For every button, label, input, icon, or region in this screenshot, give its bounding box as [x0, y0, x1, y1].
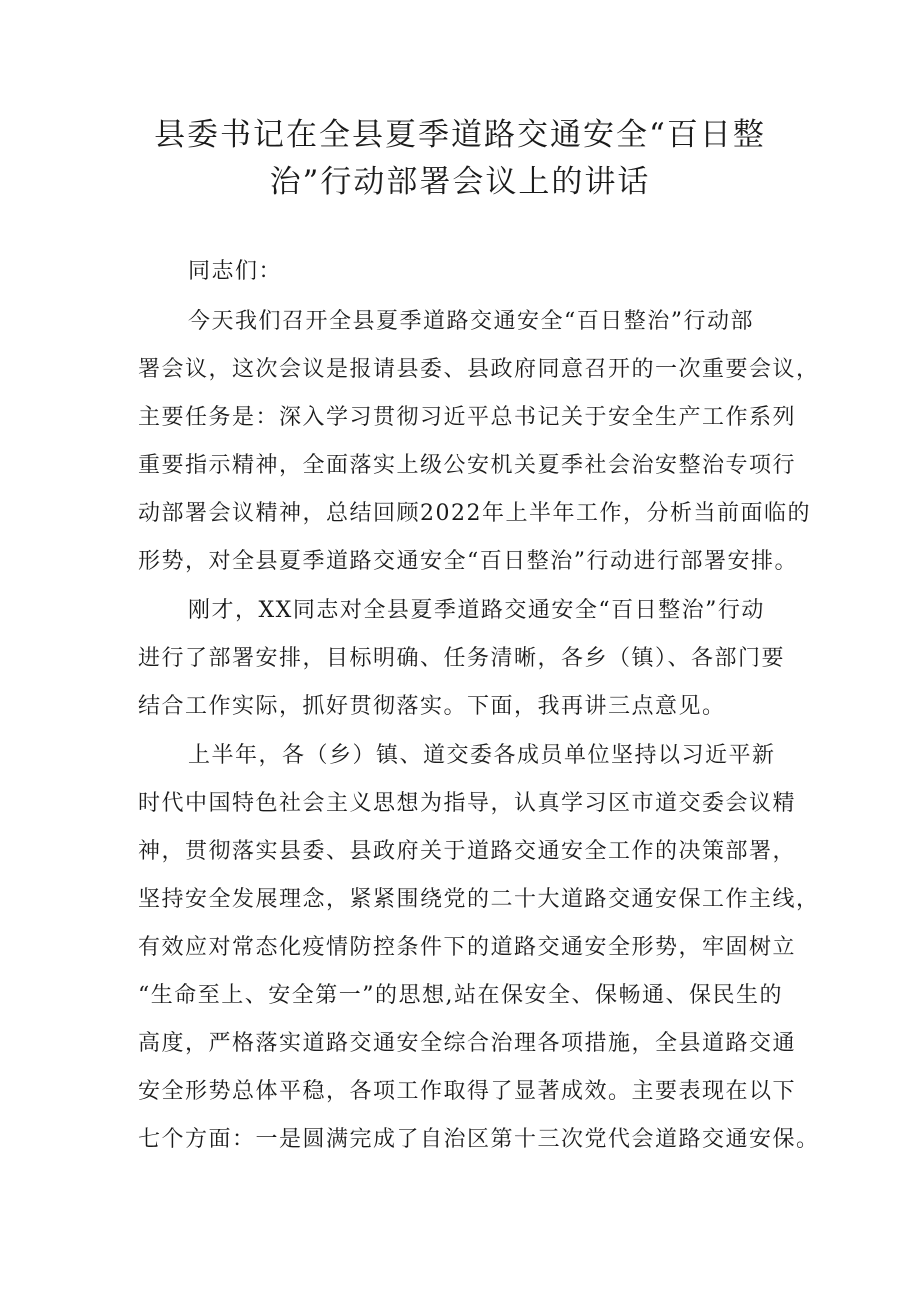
paragraph-3-line-1: 上半年，各（乡）镇、道交委各成员单位坚持以习近平新: [188, 743, 776, 768]
paragraph-1-line-1: 今天我们召开全县夏季道路交通安全“百日整治”行动部: [188, 309, 754, 334]
paragraph-3-line-2: 时代中国特色社会主义思想为指导，认真学习区市道交委会议精: [138, 791, 797, 816]
paragraph-1-line-5: 动部署会议精神，总结回顾2022年上半年工作，分析当前面临的: [138, 501, 811, 526]
paragraph-3-line-6: “生命至上、安全第一”的思想,站在保安全、保畅通、保民生的: [138, 983, 783, 1008]
paragraph-3-line-7: 高度，严格落实道路交通安全综合治理各项措施，全县道路交通: [138, 1031, 797, 1056]
paragraph-1-line-3: 主要任务是：深入学习贯彻习近平总书记关于安全生产工作系列: [138, 405, 797, 430]
paragraph-2-line-2: 进行了部署安排，目标明确、任务清晰，各乡（镇）、各部门要: [138, 646, 786, 671]
paragraph-3-line-8: 安全形势总体平稳，各项工作取得了显著成效。主要表现在以下: [138, 1079, 797, 1104]
paragraph-1-line-4: 重要指示精神，全面落实上级公安机关夏季社会治安整治专项行: [138, 453, 797, 478]
paragraph-2-line-1: 刚才，XX同志对全县夏季道路交通安全“百日整治”行动: [188, 598, 765, 623]
paragraph-1-line-6: 形势，对全县夏季道路交通安全“百日整治”行动进行部署安排。: [138, 549, 798, 574]
document-title-line-2: 治”行动部署会议上的讲话: [269, 164, 651, 200]
salutation: 同志们：: [188, 259, 283, 284]
paragraph-3-line-5: 有效应对常态化疫情防控条件下的道路交通安全形势，牢固树立: [138, 935, 797, 960]
paragraph-2-line-3: 结合工作实际，抓好贯彻落实。下面，我再讲三点意见。: [138, 694, 726, 719]
paragraph-3-line-3: 神，贯彻落实县委、县政府关于道路交通安全工作的决策部署，: [138, 839, 797, 864]
document-title-line-1: 县委书记在全县夏季道路交通安全“百日整: [154, 117, 766, 153]
paragraph-3-line-9: 七个方面：一是圆满完成了自治区第十三次党代会道路交通安保。: [138, 1127, 820, 1152]
paragraph-1-line-2: 署会议，这次会议是报请县委、县政府同意召开的一次重要会议，: [138, 357, 820, 382]
paragraph-3-line-4: 坚持安全发展理念，紧紧围绕党的二十大道路交通安保工作主线，: [138, 887, 820, 912]
